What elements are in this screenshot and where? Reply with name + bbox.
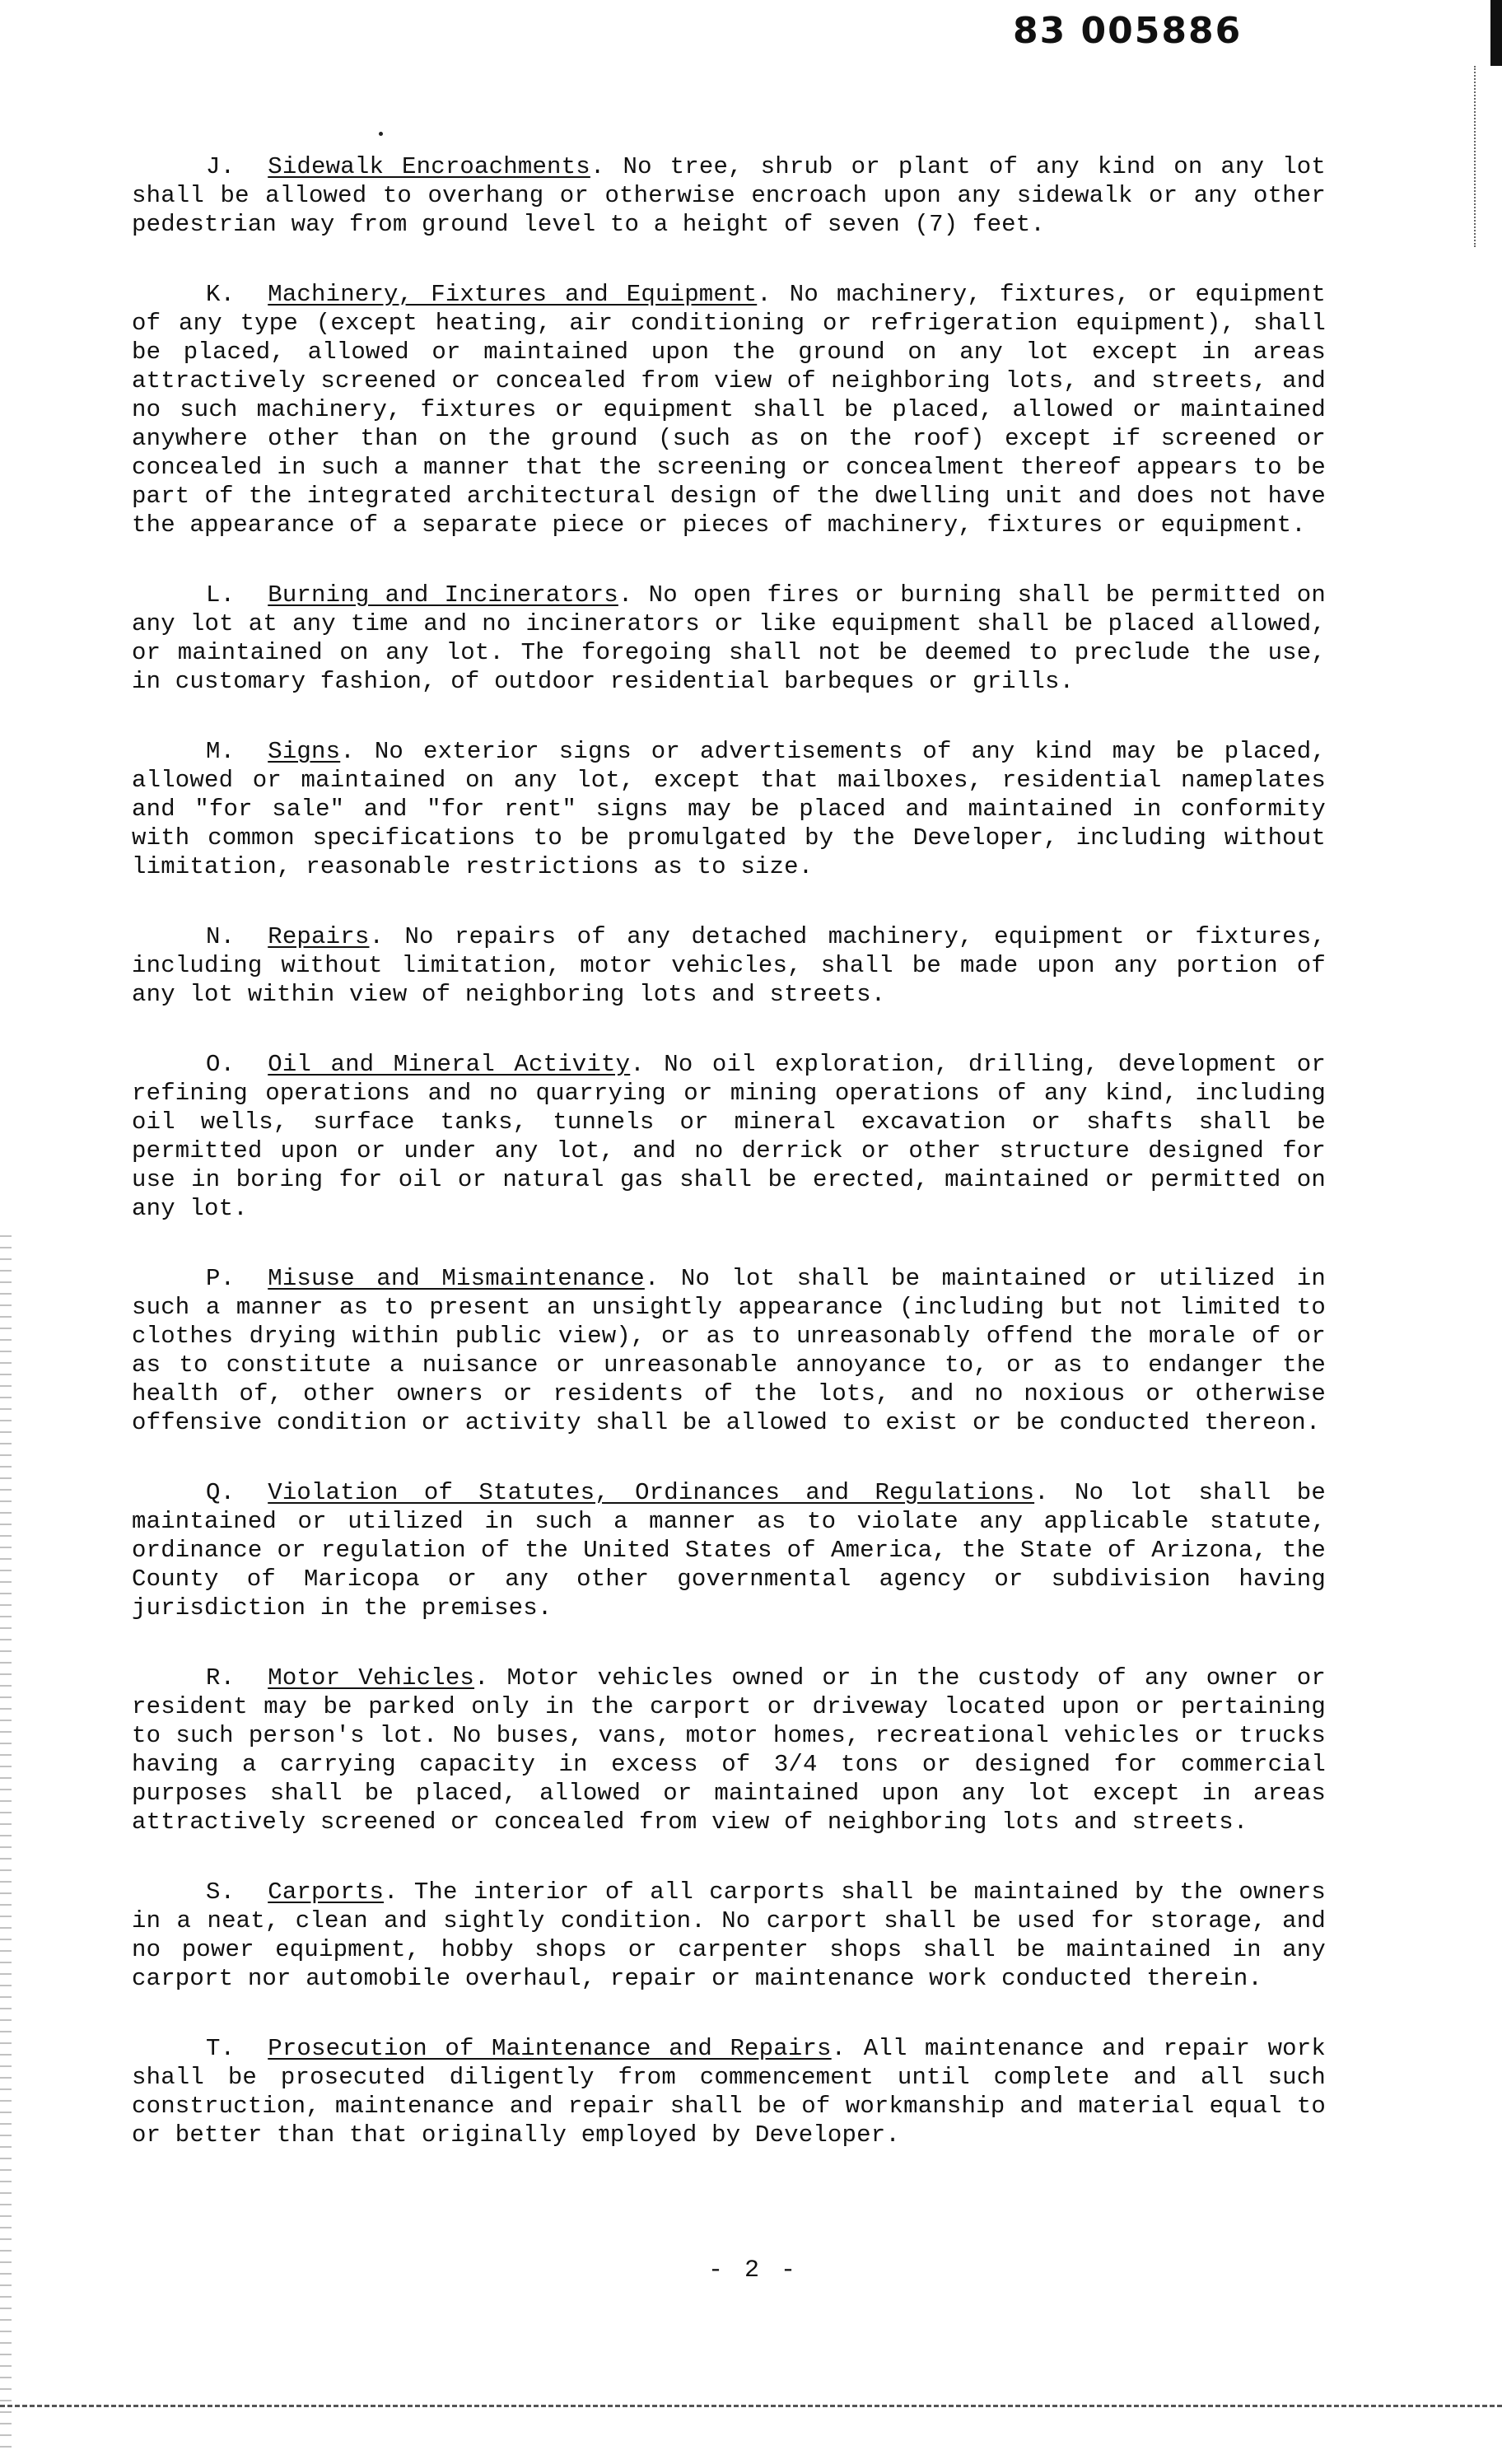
paragraph-heading: Burning and Incinerators [268,581,618,609]
paragraph-heading: Oil and Mineral Activity [268,1051,631,1078]
paragraph-letter: K. [206,281,236,308]
paragraph-k [132,280,1326,539]
paragraph-n [132,922,1326,1009]
paragraph-letter: P. [206,1265,236,1292]
paragraph-letter: O. [206,1051,236,1078]
paragraph-body: . Motor vehicles owned or in the custody of any owner or resident may be parked only in the carport or driveway located upon or pertaining to such person's lot. No buses, vans, motor homes, recreational vehicles or trucks having a carrying capacity in excess of 3/4 tons or designed for commercial purposes shall be placed, allowed or maintained upon any lot except in areas attractively screened or concealed from view of neighboring lots and streets. [132,1664,1326,1836]
paragraph-letter: N. [206,923,236,950]
paragraph-body: . No lot shall be maintained or utilized in such a manner as to present an unsightly appearance (including but not limited to clothes drying within public view), or as to unreasonably offend the morale of or as to constitute a nuisance or unreasonable annoyance to, or as to endanger the health of, other owners or residents of the lots, and no noxious or otherwise offensive condition or activity shall be allowed to exist or be conducted thereon. [132,1265,1327,1436]
scan-bottom-edge [0,2405,1502,2410]
paragraph-body: . No exterior signs or advertisements of any kind may be placed, allowed or maintained on any lot, except that mailboxes, residential nameplates and "for sale" and "for rent" signs may be placed and maintained in conformity with common specifications to be promulgated by the Developer, including without limitation, reasonable restrictions as to size. [132,738,1326,880]
scan-edge-dots [1474,66,1479,247]
paragraph-r [132,1664,1326,1836]
scan-speck [379,132,383,136]
page-number: - 2 - [708,2256,800,2284]
paragraph-body: . The interior of all carports shall be maintained by the owners in a neat, clean and sightly condition. No carport shall be used for storage, and no power equipment, hobby shops or carpenter shops shall be maintained in any carport nor automobile overhaul, repair or maintenance work conducted therein. [132,1878,1326,1992]
recording-number: 83 005886 [1013,10,1243,52]
paragraph-body: . No tree, shrub or plant of any kind on any lot shall be allowed to overhang or otherwise encroach upon any sidewalk or any other pedestrian way from ground level to a height of seven (7) feet. [132,153,1327,238]
scan-edge-mark [1490,0,1502,66]
paragraph-letter: S. [206,1878,236,1906]
paragraph-heading: Violation of Statutes, Ordinances and Regulations [268,1479,1035,1506]
paragraph-t [132,2034,1326,2149]
paragraph-letter: L. [206,581,236,609]
paragraph-letter: R. [206,1664,236,1692]
paragraph-body: . No machinery, fixtures, or equipment of any type (except heating, air conditioning or refrigeration equipment), shall be placed, allowed or maintained upon the ground on any lot except in areas attractively screened or concealed from view of neighboring lots, and streets, and no such machinery, fixtures or equipment shall be placed, allowed or maintained anywhere other than on the ground (such as on the roof) except if screened or concealed in such a manner that the screening or concealment thereof appears to be part of the integrated architectural design of the dwelling unit and does not have the appearance of a separate piece or pieces of machinery, fixtures or equipment. [132,281,1326,539]
paragraph-letter: T. [206,2035,236,2062]
paragraph-heading: Prosecution of Maintenance and Repairs [268,2035,832,2062]
paragraph-heading: Misuse and Mismaintenance [268,1265,645,1292]
paragraph-letter: Q. [206,1479,236,1506]
paragraph-s [132,1878,1326,1993]
paragraph-heading: Machinery, Fixtures and Equipment [268,281,758,308]
paragraph-letter: M. [206,738,236,765]
paragraph-q [132,1478,1326,1622]
document-body [132,152,1326,2191]
paragraph-heading: Signs [268,738,341,765]
paragraph-body: . No repairs of any detached machinery, equipment or fixtures, including without limitation, motor vehicles, shall be made upon any portion of any lot within view of neighboring lots and streets. [132,923,1326,1008]
scan-left-edge [0,1235,12,2454]
paragraph-heading: Carports [268,1878,385,1906]
paragraph-o [132,1050,1326,1223]
paragraph-l [132,581,1326,696]
paragraph-heading: Motor Vehicles [268,1664,475,1692]
paragraph-body: . No oil exploration, drilling, development or refining operations and no quarrying or mining operations of any kind, including oil wells, surface tanks, tunnels or mineral excavation or shafts shall be permitted upon or under any lot, and no derrick or other structure designed for use in boring for oil or natural gas shall be erected, maintained or permitted on any lot. [132,1051,1327,1222]
paragraph-heading: Sidewalk Encroachments [268,153,590,180]
paragraph-m [132,737,1326,881]
paragraph-heading: Repairs [268,923,370,950]
paragraph-body: . All maintenance and repair work shall be prosecuted diligently from commencement until complete and all such construction, maintenance and repair shall be of workmanship and material equal to or better than that originally employed by Developer. [132,2035,1326,2149]
paragraph-p [132,1264,1326,1437]
paragraph-body: . No open fires or burning shall be permitted on any lot at any time and no incinerators or like equipment shall be placed allowed, or maintained on any lot. The foregoing shall not be deemed to preclude the use, in customary fashion, of outdoor residential barbeques or grills. [132,581,1327,695]
paragraph-letter: J. [206,153,236,180]
paragraph-body: . No lot shall be maintained or utilized in such a manner as to violate any applicable statute, ordinance or regulation of the United States of America, the State of Arizona, the County of Maricopa or any other governmental agency or subdivision having jurisdiction in the premises. [132,1479,1327,1622]
paragraph-j [132,152,1326,239]
